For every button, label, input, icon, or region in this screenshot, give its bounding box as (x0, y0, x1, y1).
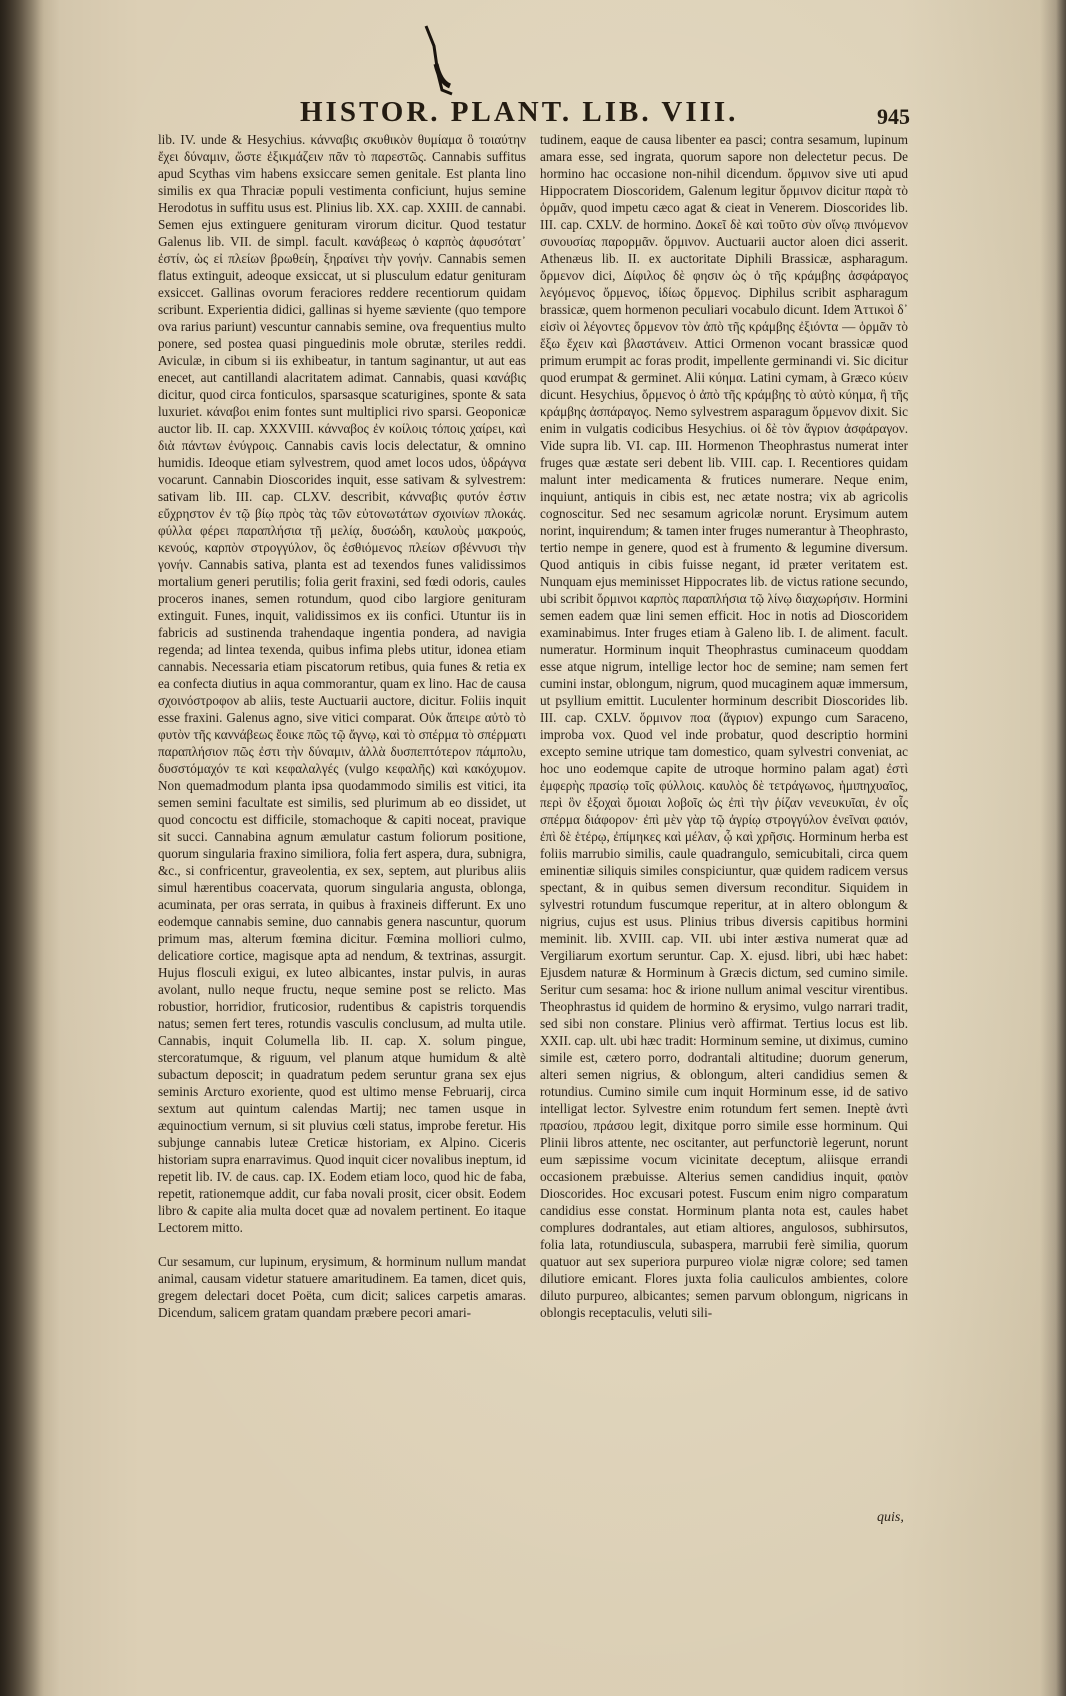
binding-gutter-shadow (0, 0, 44, 1696)
page-number: 945 (877, 104, 910, 129)
right-text-column (540, 131, 908, 1321)
paragraph: Cur sesamum, cur lupinum, erysimum, & horminum nullum mandat animal, causam videtur statuere amaritudinem. Ea tamen, dicet quis, gregem delectari docet Poëta, cum dicit; salices carpetis amaras. Dicendum, salicem gratam quandam præbere pecori amari- (158, 1254, 526, 1320)
paragraph: tudinem, eaque de causa libenter ea pasci; contra sesamum, lupinum amara esse, sed ingrata, quorum sapore non delectetur pecus. De hormino hac occasione non-nihil dicendum. ὅρμινον sive uti apud Hippocratem Dioscoridem, Galenum legitur ὅρμινον dicitur παρὰ τὸ ὁρμᾶν, quod impetu cæco agat & cieat in Venerem. Dioscorides lib. III. cap. CXLV. de hormino. Δοκεῖ δὲ καὶ τοῦτο σὺν οἴνῳ πινόμενον συνουσίας παρορμᾶν. ὅρμινον. Auctuarii auctor aloen dici asserit. Athenæus lib. II. ex auctoritate Diphili Brassicæ, aspharagum. ὄρμενον dici, Δίφιλος δὲ φησιν ὡς ὁ τῆς κράμβης ἀσφάραγος λεγόμενος ὄρμενος, ἰδίως ὄρμενος. Diphilus scribit aspharagum brassicæ, quem hormenon peculiari vocabulo dicunt. Idem Ἀττικοὶ δ᾽ εἰσὶν οἱ λέγοντες ὄρμενον τὸν ἀπὸ τῆς κράμβης ἐξιόντα — ὁρμᾶν τὸ ἔξω ἔχειν καὶ βλαστάνειν. Attici Ormenon vocant brassicæ quod primum erumpit ac foras prodit, impellente germinandi vi. Sic dicitur quod erumpat & germinet. Alii κύημα. Latini cymam, à Græco κύειν dicunt. Hesychius, ὄρμενος ὁ ἀπὸ τῆς κράμβης τὸ αὐτὸ κύημα, ἢ τῆς κράμβης ἀσπάραγος. Nemo sylvestrem asparagum ὅρμενον dixit. Sic enim in vulgatis codicibus Hesychius. οἱ δὲ τὸν ἄγριον ἀσφάραγον. Vide supra lib. VI. cap. III. Hormenon Theophrastus numerat inter fruges quæ æstate seri debent lib. VIII. cap. I. Recentiores quidam malunt inter medicamenta & frutices numerare. Neque enim, inquiunt, antiquis in cibis est, nec ætate nostra; vix ab agricolis cognoscitur. Sed nec sesamum agricolæ norunt. Erysimum autem norint, inquirendum; & tamen inter fruges numerantur à Theophrasto, tertio nempe in genere, quod est à frumento & legumine diversum. Quod antiquis in cibis fuisse negant, id præter veritatem est. Nunquam ejus meminisset Hippocrates lib. de victus ratione secundo, ubi scribit ὅρμινοι καρπὸς παραπλήσια τῷ λίνῳ διαχωρήσιν. Hormini semen eadem quæ lini semen efficit. Hoc in notis ad Dioscoridem examinabimus. Inter fruges etiam à Galeno lib. I. de aliment. facult. numeratur. Horminum inquit Theophrastus cuminaceum quoddam esse atque nigrum, intellige lector hoc de semine; nam semen fert cumini instar, oblongum, nigrum, quod mucaginem aquæ immersum, ut psyllium emittit. Luculenter horminum describit Dioscorides lib. III. cap. CXLV. ὅρμινον ποα (ἄγριον) expungo cum Saraceno, improba vox. Quod vel inde probatur, quod descriptio hormini excepto semine utrique tam domestico, quam sylvestri conveniat, ac hoc uno eodemque capite de utroque hormino palam agat) ἐστὶ ἐμφερὴς πρασίῳ τοῖς φύλλοις. καυλὸς δὲ τετράγωνος, ἡμιπηχυαῖος, περὶ ὃν ἐξοχαὶ ὅμοιαι λοβοῖς ὡς ἐπὶ τὴν ῥίζαν νενευκυῖαι, ἐν οἷς σπέρμα διάφορον· ἐπὶ μὲν γὰρ τῷ ἀγρίῳ στρογγύλον ἐνεῖναι φαιόν, ἐπὶ δὲ ἑτέρῳ, ἐπίμηκες καὶ μέλαν, ᾧ καὶ χρῆσις. Horminum herba est foliis marrubio similis, caule quadrangulo, semicubitali, circa quem eminentiæ siliquis similes conspiciuntur, quæ quidem radicem versus spectant, & in quibus semen diversum reconditur. Siquidem in sylvestri rotundum fuscumque reperitur, at in altero oblongum & nigrius, cujus est usus. Plinius tribus diversis capitibus hormini meminit. lib. XVIII. cap. VII. ubi inter æstiva numerat quæ ad Vergiliarum exortum seruntur. Cap. X. ejusd. libri, ubi hæc habet: Ejusdem naturæ & Horminum à Græcis dictum, sed cumino simile. Seritur cum sesama: hoc & irione nullum animal vescitur virentibus. Theophrastus id quidem de hormino & erysimo, vulgo narrari tradit, sed sibi non constare. Plinius verò affirmat. Tertius locus est lib. XXII. cap. ult. ubi hæc tradit: Horminum semine, ut diximus, cumino simile est, cætero porro, dodrantali altitudine; duorum generum, alteri semen nigrius, & oblongum, alteri candidius semen & rotundius. Cumino simile cum inquit Horminum esse, id de sativo intelligat lector. Sylvestre enim rotundum fert semen. Ineptè ἀντὶ πρασίου, πράσου legit, dixitque porro simile esse horminum. Qui Plinii libros attente, nec oscitanter, aut perfunctoriè legerunt, norunt eum sæpissime vocum vicinitate deceptum, aliisque errandi occasionem præbuisse. Alterius semen candidius inquit, φαιὸν Dioscorides. Hoc excusari potest. Fuscum enim nigro comparatum candidius esse constat. Horminum planta nota est, caules habet complures dodrantales, aut etiam altiores, angulosos, subhirsutos, folia lata, rotundiuscula, subaspera, marrubii ferè similia, quorum quatuor aut sex superiora purpureo violæ nigræ colore; sed tamen dilutiore emicant. Flores juxta folia cauliculos ambientes, colore diluto purpureo, albicantes; semen parvum oblongum, nigricans in oblongis receptaculis, veluti sili- (540, 132, 908, 1320)
running-head: HISTOR. PLANT. LIB. VIII. (300, 96, 739, 128)
paragraph: lib. IV. unde & Hesychius. κάνναβις σκυθικὸν θυμίαμα ὃ τοιαύτην ἔχει δύναμιν, ὥστε ἐξικμάζειν πᾶν τὸ παρεστῶς. Cannabis suffitus apud Scythas vim habens exsiccare semen genitale. Est planta lino similis ex qua Thraciæ populi vestimenta conficiunt, hujus semine Herodotus in suffitu usus est. Plinius lib. XX. cap. XXIII. de cannabi. Semen ejus extinguere genituram virorum dicitur. Quod testatur Galenus lib. VII. de simpl. facult. κανάβεως ὁ καρπὸς ἀφυσότατ᾽ ἐστίν, ὡς εἰ πλείων βρωθείη, ξηραίνει τὴν γονήν. Cannabis semen flatus extinguit, adeoque exsiccat, ut si plusculum edatur genituram exsiccet. Gallinas ovorum feraciores reddere recentiorum quidam scribunt. Experientia didici, gallinas si hyeme sæviente (quo tempore ova rarius pariunt) vescuntur cannabis semine, ova frequentius multo ponere, sed postea quasi pinguedinis mole obrutæ, steriles reddi. Aviculæ, in cibum si iis exhibeatur, in tantum saginantur, ut aut eas enecet, aut cantillandi alacritatem adimat. Cannabis, quasi κανάβις dicitur, quod circa fonticulos, sparsasque scaturigines, sponte & sata luxuriet. κάναβοι enim fontes sunt multiplici rivo sparsi. Geoponicæ auctor lib. II. cap. XXXVIII. κάνναβος ἐν κοίλοις τόποις χαίρει, καὶ διὰ πάντων ἐνύγροις. Cannabis cavis locis delectatur, & omnino humidis. Ideoque etiam sylvestrem, quod amet locos udos, ὑδράγνα vocarunt. Cannabin Dioscorides inquit, esse sativam & sylvestrem: sativam lib. III. cap. CLXV. describit, κάνναβις φυτόν ἐστιν εὔχρηστον ἐν τῷ βίῳ πρὸς τὰς τῶν εὐτονωτάτων σχοινίων πλοκάς. φύλλα φέρει παραπλήσια τῇ μελίᾳ, δυσώδη, καυλοὺς μακρούς, κενούς, καρπὸν στρογγύλον, ὃς ἐσθιόμενος πλείων σβέννυσι τὴν γονήν. Cannabis sativa, planta est ad texendos funes validissimos mortalium generi perutilis; folia gerit fraxini, sed fœdi odoris, caules proceros inanes, semen rotundum, quod cibo largiore genituram extinguit. Funes, inquit, validissimos ex iis confici. Utuntur iis in fabricis ad sustinenda trahendaque ingentia pondera, ad navigia regenda; ad lintea texenda, quibus infima plebs utitur, idonea etiam cannabis. Necessaria etiam piscatorum retibus, quia funes & retia ex ea confecta diutius in aqua commorantur, quam ex lino. Hac de causa σχοινόστροφον ab aliis, teste Auctuarii auctore, dicitur. Foliis inquit esse fraxini. Galenus agno, sive vitici comparat. Οὐκ ἄπειρε αὐτὸ τὸ φυτὸν τῆς καννάβεως ἔοικε πῶς τῷ ἄγνῳ, καὶ τὸ σπέρμα τὸ σπέρματι παραπλήσιον πῶς ἐστι τὴν δύναμιν, ἀλλὰ δυσπεπτότερον πάμπολυ, δυσστόμαχόν τε καὶ κεφαλαλγές (vulgo κεφαλῆς) καὶ κακόχυμον. Non quemadmodum planta ipsa quodammodo similis est vitici, ita semen semini facultate est similis, sed plurimum ab eo dissidet, ut quod concoctu est difficile, stomachoque & capiti noceat, pravique sit succi. Cannabina agnum æmulatur castum foliorum positione, quorum singularia fraxino similiora, folia fert aspera, dura, subnigra, &c., si confricentur, graveolentia, ex sex, septem, aut pluribus aliis simul hærentibus coacervata, quorum singularia angusta, oblonga, acuminata, per oras serrata, in quibus à fraxineis differunt. Ex uno eodemque cannabis semine, duo cannabis genera nascuntur, quorum primum mas, alterum fœmina dicitur. Fœmina molliori culmo, delicatiore cortice, magisque apta ad nendum, & textrinas, assurgit. Hujus flosculi exigui, ex luteo albicantes, instar pulvis, in auras avolant, nullo neque fructu, neque semine post se relicto. Mas robustior, horridior, fruticosior, rudentibus & capistris torquendis natus; semen fert teres, rotundis vasculis conclusum, ad multa utile. Cannabis, inquit Columella lib. II. cap. X. solum pingue, stercoratumque, & riguum, vel planum atque humidum & altè subactum deposcit; in quadratum pedem seruntur grana sex ejus seminis Arcturo exoriente, quod est ultimo mense Februarij, circa sextum aut quintum calendas Martij; nec tamen usque in æquinoctium vernum, si sit pluvius cœli status, improbe feretur. His subjunge cannabis luteæ Creticæ historiam, ex Alpino. Ciceris historiam supra enarravimus. Quod inquit cicer novalibus ineptum, id repetit lib. IV. de caus. cap. IX. Eodem etiam loco, quod hic de faba, repetit, rationemque addit, cur faba novali prosit, cicer obsit. Eodem libro & capite alia multa docet quæ ad novalem pertinent. Eo itaque Lectorem mitto. (158, 132, 526, 1235)
binding-thread-mark (420, 24, 456, 96)
catchword: quis, (877, 1510, 904, 1525)
left-text-column (158, 131, 526, 1321)
page-edge-shadow (1056, 0, 1066, 1696)
